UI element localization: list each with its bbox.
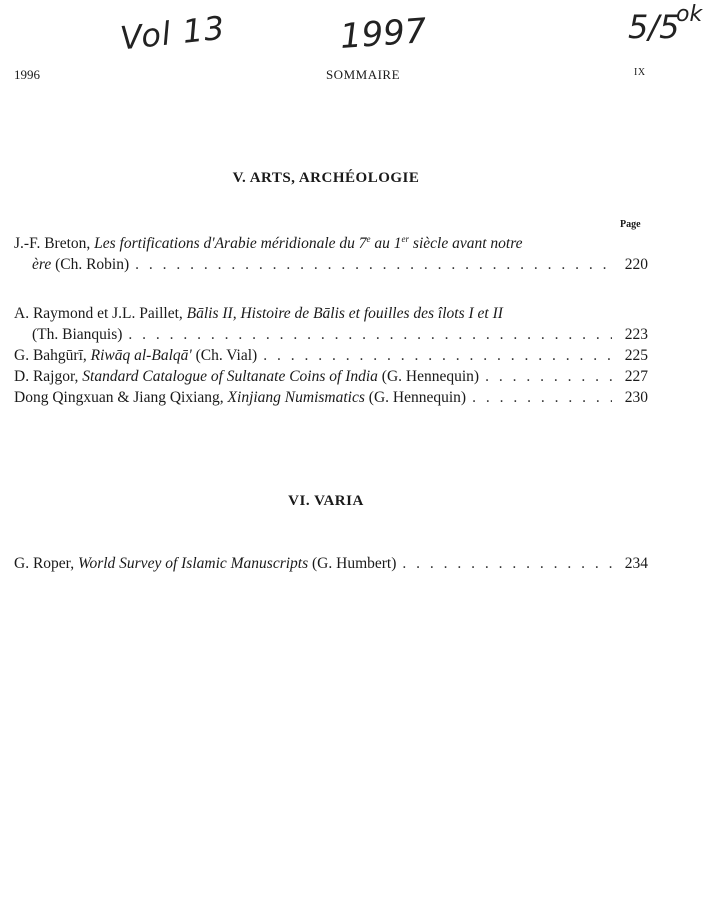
- entry-reviewer: (G. Hennequin): [368, 389, 467, 406]
- handwritten-fraction-note: 5/5: [628, 8, 680, 46]
- entry-title-superscript: e: [366, 233, 371, 244]
- entry-page-number: 227: [624, 368, 648, 385]
- running-head-title: SOMMAIRE: [325, 67, 401, 82]
- entry-author: D. Rajgor,: [14, 368, 79, 385]
- entry-title-part: au 1: [370, 235, 402, 252]
- entry-page-number: 230: [624, 389, 648, 406]
- toc-entry-raymond: [14, 303, 648, 345]
- entry-page-number: 220: [624, 256, 648, 273]
- dot-leader: [402, 553, 612, 574]
- entry-reviewer: (G. Humbert): [312, 555, 397, 572]
- entry-page-number: 234: [624, 555, 648, 572]
- handwritten-volume-note: Vol 13: [118, 8, 228, 58]
- entry-title: Riwāq al-Balqā': [90, 347, 192, 364]
- section-title-arts-archeologie: V. ARTS, ARCHÉOLOGIE: [232, 170, 420, 186]
- dot-leader: [263, 345, 612, 366]
- running-head-page-number: IX: [634, 67, 646, 78]
- running-head-year: 1996: [14, 67, 40, 82]
- toc-entry-rajgor: [14, 366, 648, 387]
- entry-title: Xinjiang Numismatics: [227, 389, 365, 406]
- entry-author: G. Bahgūrī,: [14, 347, 87, 364]
- toc-entry-dong: [14, 387, 648, 408]
- dot-leader: [128, 324, 612, 345]
- handwritten-year-note: 1997: [338, 11, 428, 57]
- entry-title: World Survey of Islamic Manuscripts: [77, 555, 309, 572]
- entry-author: A. Raymond et J.L. Paillet,: [14, 305, 183, 322]
- entry-title-superscript: er: [401, 233, 410, 244]
- entry-page-number: 225: [624, 347, 648, 364]
- entry-title-part: siècle avant notre: [409, 235, 523, 252]
- entry-author: Dong Qingxuan & Jiang Qixiang,: [14, 389, 224, 406]
- dot-leader: [472, 387, 612, 408]
- dot-leader: [135, 254, 612, 275]
- section-title-varia: VI. VARIA: [288, 493, 364, 509]
- dot-leader: [485, 366, 612, 387]
- entry-reviewer: (Th. Bianquis): [32, 326, 123, 343]
- entry-page-number: 223: [624, 326, 648, 343]
- entry-author: J.-F. Breton,: [14, 235, 91, 252]
- handwritten-ok-note: ok: [676, 2, 703, 27]
- entry-reviewer: (Ch. Vial): [195, 347, 258, 364]
- entry-author: G. Roper,: [14, 555, 75, 572]
- toc-entry-bahguri: [14, 345, 648, 366]
- entry-reviewer: (G. Hennequin): [381, 368, 480, 385]
- entry-reviewer: (Ch. Robin): [55, 256, 130, 273]
- entry-title-part: Les fortifications d'Arabie méridionale du 7: [94, 235, 367, 252]
- entry-title: Bālis II, Histoire de Bālis et fouilles des îlots I et II: [186, 305, 503, 322]
- entry-title-continuation: ère: [32, 256, 52, 273]
- toc-entry-roper: [14, 553, 648, 574]
- entry-title: Standard Catalogue of Sultanate Coins of India: [82, 368, 378, 385]
- toc-entry-breton: [14, 233, 648, 275]
- page-column-header: Page: [620, 219, 641, 230]
